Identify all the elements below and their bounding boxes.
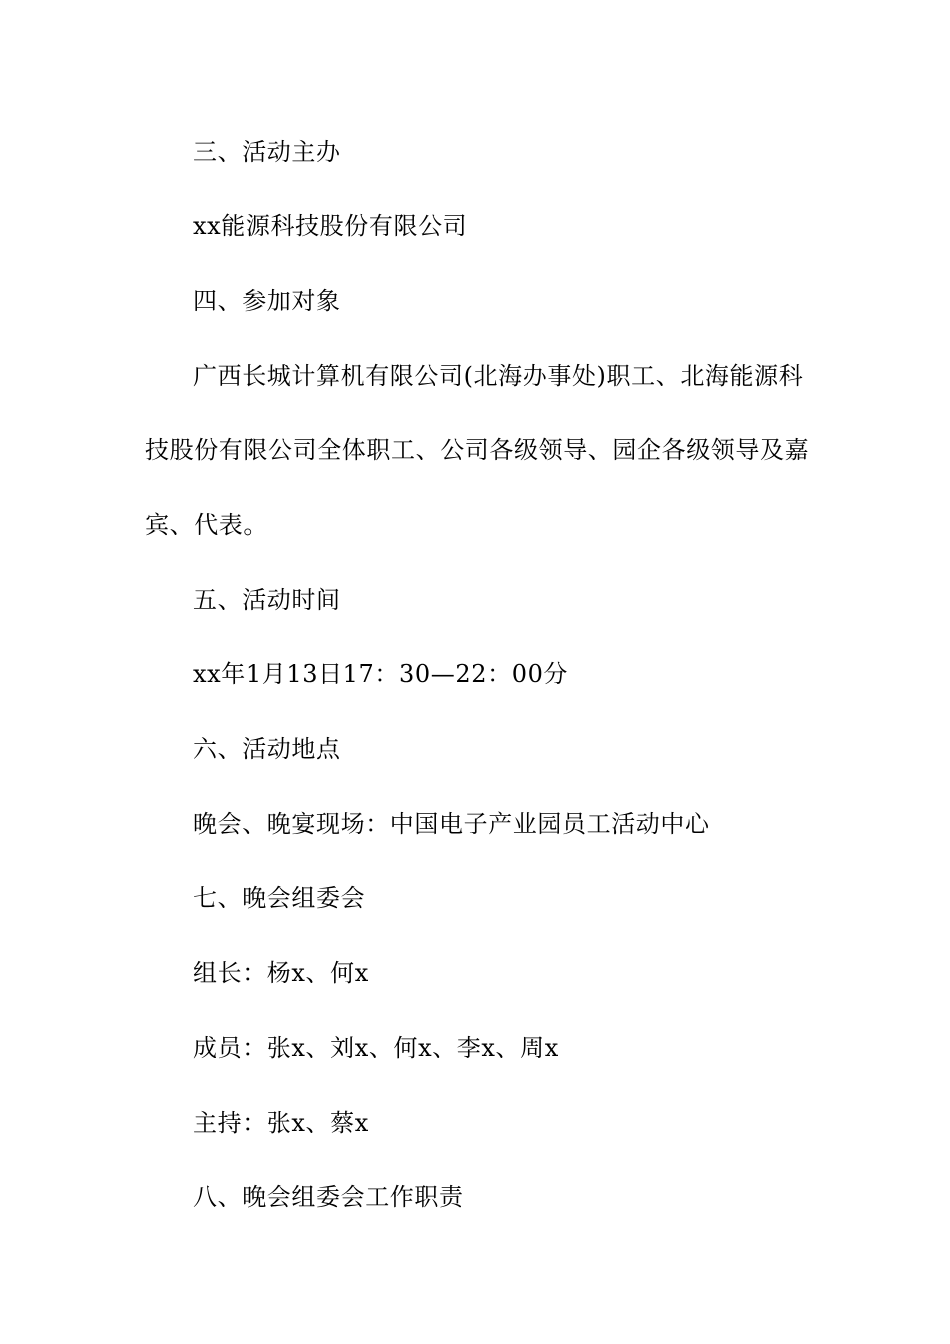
section-7-hosts: 主持：张x、蔡x — [193, 1109, 369, 1137]
section-5-heading: 五、活动时间 — [193, 586, 341, 614]
section-4-text-line-3: 宾、代表。 — [145, 511, 268, 539]
section-6-text: 晚会、晚宴现场：中国电子产业园员工活动中心 — [193, 810, 710, 838]
section-5-text: xx年1月13日17：30—22：00分 — [193, 660, 569, 688]
section-8-heading: 八、晚会组委会工作职责 — [193, 1183, 464, 1211]
section-7-heading: 七、晚会组委会 — [193, 884, 366, 912]
section-7-leader: 组长：杨x、何x — [193, 959, 369, 987]
section-4-heading: 四、参加对象 — [193, 287, 341, 315]
section-4-text-line-2: 技股份有限公司全体职工、公司各级领导、园企各级领导及嘉 — [145, 436, 810, 464]
section-6-heading: 六、活动地点 — [193, 735, 341, 763]
section-4-text-line-1: 广西长城计算机有限公司(北海办事处)职工、北海能源科 — [193, 362, 804, 390]
section-7-members: 成员：张x、刘x、何x、李x、周x — [193, 1034, 559, 1062]
section-3-text: xx能源科技股份有限公司 — [193, 212, 468, 240]
section-3-heading: 三、活动主办 — [193, 138, 341, 166]
